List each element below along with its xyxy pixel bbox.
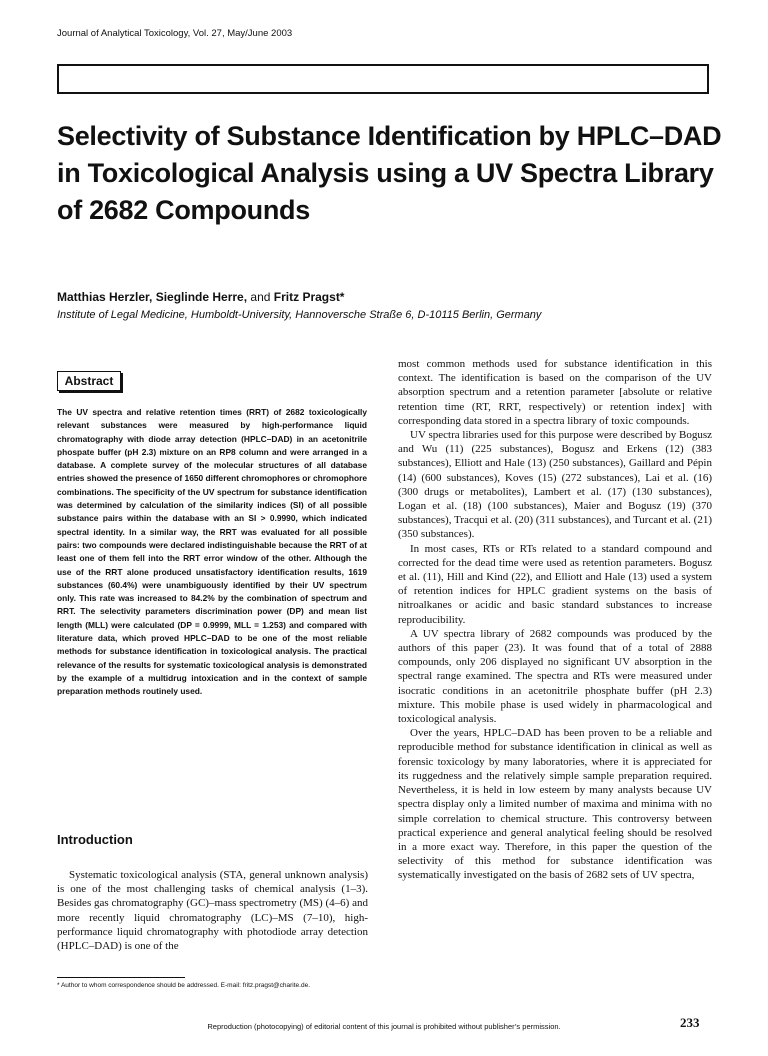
abstract-heading: Abstract — [57, 371, 121, 391]
abstract-text: The UV spectra and relative retention times (RRT) of 2682 toxicologically relevant substances were measured by high-performance liquid chromatography with diode array detection (HPLC–DAD) in an acetonitrile phospate buffer (pH 2.3) mixture on an RP8 column and were arranged in a database. A complete survey of the molecular structures of all database entries showed the presence of 1650 different chromophores or chromophore combinations. The specificity of the UV spectrum for substance identification was determined by calculation of the similarity indices (SI) of all possible substance pairs within the database with an SI > 0.9990, which indicated spectral identity. In a similar way, the RRT was evaluated for all possible pairs: two compounds were declared indistinguishable because the RRT of at least one of them fell into the RRT error window of the other. Although the use of the RRT alone produced unsatisfactory identification results, 1619 substances (60.4%) were unambiguously identified by their UV spectrum only. This rate was increased to 84.2% by the combination of spectrum and RRT. The selectivity parameters discrimination power (DP) and mean list length (MLL) were calculated (DP = 0.9999, MLL = 1.253) and compared with literature data, which proved HPLC–DAD to be one of the most reliable methods for substance identification in toxicological analysis. The practical relevance of the results for systematic toxicological analysis is demonstrated by the example of a multidrug intoxication and in the context of sample preparation methods routinely used. — [57, 407, 367, 697]
body-paragraph: In most cases, RTs or RTs related to a standard compound and corrected for the dead time were used as retention parameters. Bogusz et al. (11), Hill and Kind (22), and Elliott and Hale (13) used a system of retention indices for HPLC gradient systems on the basis of nitroalkanes or acidic and basic standard substances to increase reproducibility. — [398, 542, 712, 626]
copyright-footer: Reproduction (photocopying) of editorial content of this journal is prohibited without publisher’s permission. — [207, 1022, 561, 1031]
page-number: 233 — [680, 1015, 700, 1030]
journal-header: Journal of Analytical Toxicology, Vol. 27, May/June 2003 — [57, 28, 293, 39]
introduction-heading: Introduction — [57, 832, 133, 847]
footnote: * Author to whom correspondence should be addressed. E-mail: fritz.pragst@charite.de. — [57, 982, 311, 989]
affiliation: Institute of Legal Medicine, Humboldt-University, Hannoversche Straße 6, D-10115 Berlin, Germany — [57, 309, 542, 321]
article-title: Selectivity of Substance Identification by HPLC–DAD in Toxicological Analysis using a UV Spectra Library of 2682 Compounds — [57, 121, 722, 225]
author-conjunction: and — [250, 290, 271, 304]
header-banner-box — [57, 64, 709, 94]
author-names: Matthias Herzler, Sieglinde Herre, — [57, 290, 248, 304]
introduction-text: Systematic toxicological analysis (STA, general unknown analysis) is one of the most challenging tasks of chemical analysis (1–3). Besides gas chromatography (GC)–mass spectrometry (MS) (4–6) and more recently liquid chromatography (LC)–MS (7–10), high-performance liquid chromatography with photodiode array detection (HPLC–DAD) is one of the — [57, 869, 368, 953]
right-column — [398, 357, 712, 883]
body-paragraph: UV spectra libraries used for this purpose were described by Bogusz and Wu (11) (225 substances), Bogusz and Erkens (12) (383 substances), Elliott and Hale (13) (250 substances), Gaillard and Pépin (14) (600 substances), Koves (15) (272 substances), Lai et al. (16) (300 drugs or metabolites), Lambert et al. (17) (130 substances), Logan et al. (18) (100 substances), Maier and Bogusz (19) (370 substances), Tracqui et al. (20) (311 substances), and Turcant et al. (21) (350 substances). — [398, 429, 712, 541]
body-paragraph: Over the years, HPLC–DAD has been proven to be a reliable and reproducible method for substance identification in clinical as well as forensic toxicology by many laboratories, where it is appreciated for its ruggedness and the relatively simple sample preparation required. Nevertheless, it is held in low esteem by many analysts because UV spectra display only a limited number of maxima and minima with no simple correlation to chemical structure. This controversy between practical experience and general analytical feeling should be resolved in a more exact way. Therefore, in this paper the question of the selectivity of this method for substance identification was systematically investigated on the basis of 2682 sets of UV spectra, — [398, 727, 712, 882]
body-paragraph: most common methods used for substance identification in this context. The identification is based on the comparison of the UV absorption spectrum and a retention parameter [absolute or relative retention time (RT, RRT, respectively) or retention index] with corresponding data stored in a spectra library of toxic compounds. — [398, 358, 712, 427]
body-paragraph: A UV spectra library of 2682 compounds was produced by the authors of this paper (23). It was found that of a total of 2888 compounds, only 206 displayed no significant UV absorption in the spectral range examined. The spectra and RTs were measured under isocratic conditions in an acetonitrile phosphate buffer (pH 2.3) mixture. This mobile phase is used widely in pharmacological and toxicological analysis. — [398, 627, 712, 726]
author-last: Fritz Pragst* — [273, 290, 345, 304]
footnote-rule — [57, 977, 185, 978]
author-line — [57, 290, 344, 304]
